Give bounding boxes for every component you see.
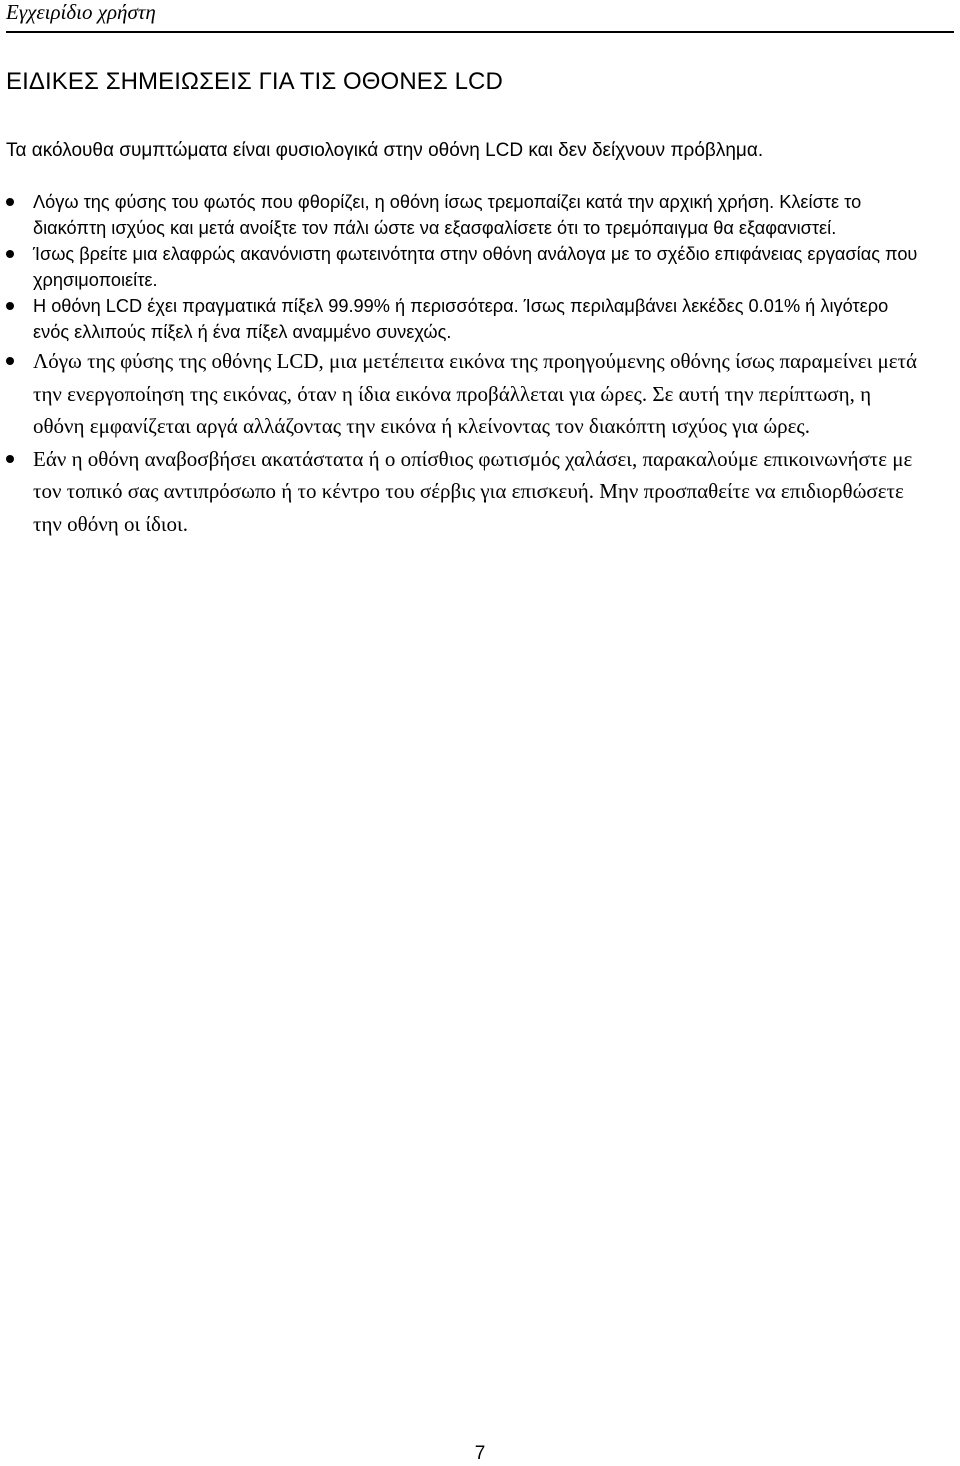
running-header: Εγχειρίδιο χρήστη xyxy=(6,0,156,24)
list-item xyxy=(0,189,927,241)
list-item xyxy=(0,443,927,541)
intro-paragraph: Τα ακόλουθα συμπτώματα είναι φυσιολογικά στην οθόνη LCD και δεν δείχνουν πρόβλημα. xyxy=(6,140,764,161)
notes-list xyxy=(0,189,960,540)
bullet-icon xyxy=(6,455,14,463)
page-number: 7 xyxy=(474,1443,486,1464)
list-item xyxy=(0,293,927,345)
list-item xyxy=(0,241,927,293)
list-item-text: Εάν η οθόνη αναβοσβήσει ακατάστατα ή ο οπίσθιος φωτισμός χαλάσει, παρακαλούμε επικοινωνήστε με τον τοπικό σας αντιπρόσωπο ή το κέντρο του σέρβις για επισκευή. Μην προσπαθείτε να επιδιορθώσετε την οθόνη οι ίδιοι. xyxy=(33,446,913,536)
section-title: ΕΙΔΙΚΕΣ ΣΗΜΕΙΩΣΕΙΣ ΓΙΑ ΤΙΣ ΟΘΟΝΕΣ LCD xyxy=(6,68,503,95)
bullet-icon xyxy=(6,250,14,258)
list-item-text: Λόγω της φύσης του φωτός που φθορίζει, η οθόνη ίσως τρεμοπαίζει κατά την αρχική χρήση. Κλείστε το διακόπτη ισχύος και μετά ανοίξτε τον πάλι ώστε να εξασφαλίσετε ότι το τρεμόπαιγμα θα εξαφανιστεί. xyxy=(33,192,862,238)
list-item-text: Λόγω της φύσης της οθόνης LCD, μια μετέπειτα εικόνα της προηγούμενης οθόνης ίσως παραμείνει μετά την ενεργοποίηση της εικόνας, όταν η ίδια εικόνα προβάλλεται για ώρες. Σε αυτή την περίπτωση, η οθόνη εμφανίζεται αργά αλλάζοντας την εικόνα ή κλείνοντας τον διακόπτη ισχύος για ώρες. xyxy=(33,349,917,438)
list-item-text: Η οθόνη LCD έχει πραγματικά πίξελ 99.99% ή περισσότερα. Ίσως περιλαμβάνει λεκέδες 0.01% ή λιγότερο ενός ελλιπούς πίξελ ή ένα πίξελ αναμμένο συνεχώς. xyxy=(33,296,889,342)
list-item xyxy=(0,345,927,443)
bullet-icon xyxy=(6,357,14,365)
bullet-icon xyxy=(6,198,14,206)
list-item-text: Ίσως βρείτε μια ελαφρώς ακανόνιστη φωτεινότητα στην οθόνη ανάλογα με το σχέδιο επιφάνειας εργασίας που χρησιμοποιείτε. xyxy=(33,244,918,290)
header-rule xyxy=(6,31,954,33)
bullet-icon xyxy=(6,302,14,310)
